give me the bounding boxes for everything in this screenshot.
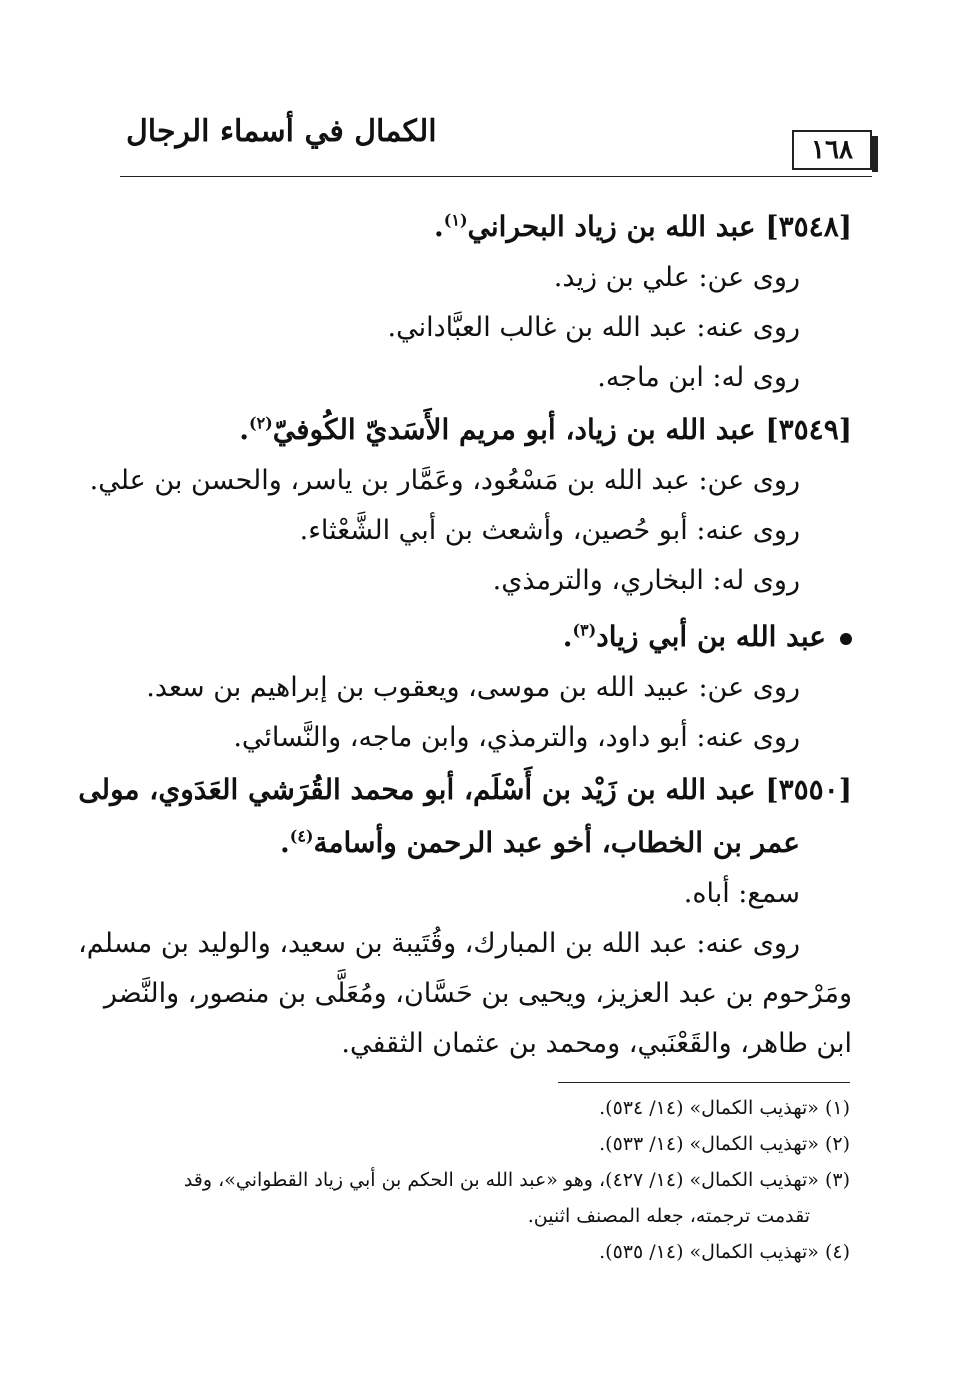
entry-heading-text: [٣٥٤٩] عبد الله بن زياد، أبو مريم الأَسَديّ الكُوفيّ <box>272 413 852 446</box>
footnote-4: (٤) «تهذيب الكمال» (١٤/ ٥٣٥). <box>599 1241 850 1263</box>
page-number: ١٦٨ <box>792 130 872 170</box>
entry-heading-text: عبد الله بن أبي زياد <box>596 620 826 653</box>
footnote-ref: (٢) <box>249 413 273 433</box>
footnote-3: (٣) «تهذيب الكمال» (١٤/ ٤٢٧)، وهو «عبد الله بن الحكم بن أبي زياد القطواني»، وقد <box>183 1169 850 1191</box>
entry-heading-text: عمر بن الخطاب، أخو عبد الرحمن وأسامة <box>313 826 800 859</box>
entry-heading-3550-cont <box>110 816 852 869</box>
narrated-from-line: روى عن: عبد الله بن مَسْعُود، وعَمَّار بن ياسر، والحسن بن علي. <box>89 465 800 496</box>
entry-heading-3548 <box>110 200 852 253</box>
footnote-rule <box>558 1082 850 1083</box>
narrated-for-line: روى له: البخاري، والترمذي. <box>492 565 800 596</box>
footnote-ref: (٤) <box>289 826 314 846</box>
footnote-ref: (١) <box>443 210 468 230</box>
bullet-icon <box>840 633 852 645</box>
narrated-by-line: روى عنه: عبد الله بن غالب العبَّاداني. <box>387 312 800 343</box>
main-text <box>78 200 852 1069</box>
narrated-by-line-cont: ابن طاهر، والقَعْنَبي، ومحمد بن عثمان الثقفي. <box>341 1028 852 1059</box>
entry-heading-end: . <box>434 210 444 243</box>
footnote-1: (١) «تهذيب الكمال» (١٤/ ٥٣٤). <box>599 1097 850 1119</box>
entry-heading-3550: [٣٥٥٠] عبد الله بن زَيْد بن أَسْلَم، أبو محمد القُرَشي العَدَوي، مولى <box>78 773 852 806</box>
narrated-by-line: روى عنه: عبد الله بن المبارك، وقُتَيبة بن سعيد، والوليد بن مسلم، <box>78 928 800 959</box>
footnotes <box>108 1082 850 1270</box>
entry-heading-3549 <box>110 403 852 456</box>
narrated-by-line: روى عنه: أبو حُصين، وأشعث بن أبي الشَّعْثاء. <box>299 515 800 546</box>
entry-heading-end: . <box>280 826 290 859</box>
header-rule <box>120 176 872 177</box>
narrated-for-line: روى له: ابن ماجه. <box>597 362 800 393</box>
page-header <box>120 108 872 180</box>
heard-line: سمع: أباه. <box>683 878 800 909</box>
entry-heading-end: . <box>562 620 573 653</box>
entry-heading-bullet <box>110 610 852 663</box>
entry-heading-end: . <box>239 413 249 446</box>
narrated-by-line-cont: ومَرْحوم بن عبد العزيز، ويحيى بن حَسَّان، ومُعَلَّى بن منصور، والنَّضر <box>103 978 852 1009</box>
footnote-3-cont: تقدمت ترجمته، جعله المصنف اثنين. <box>527 1205 810 1227</box>
book-title: الكمال في أسماء الرجال <box>126 114 437 149</box>
narrated-from-line: روى عن: علي بن زيد. <box>553 262 800 293</box>
entry-heading-text: [٣٥٤٨] عبد الله بن زياد البحراني <box>467 210 852 243</box>
footnote-2: (٢) «تهذيب الكمال» (١٤/ ٥٣٣). <box>599 1133 850 1155</box>
narrated-from-line: روى عن: عبيد الله بن موسى، ويعقوب بن إبراهيم بن سعد. <box>146 672 800 703</box>
footnote-ref: (٣) <box>572 620 597 640</box>
narrated-by-line: روى عنه: أبو داود، والترمذي، وابن ماجه، والنَّسائي. <box>233 722 800 753</box>
